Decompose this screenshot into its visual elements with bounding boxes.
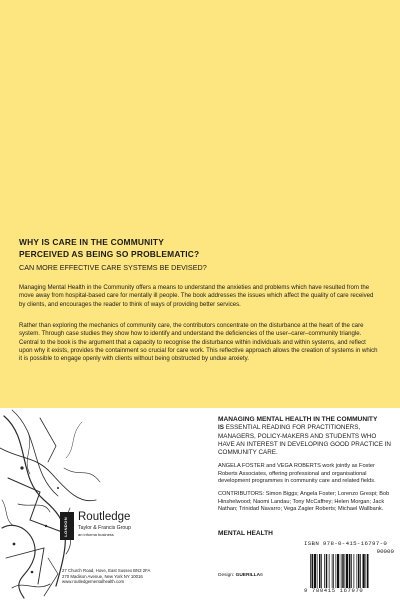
barcode-bar (336, 554, 337, 588)
barcode-bar (329, 554, 330, 588)
barcode-bar (310, 554, 311, 588)
authors-description: work jointly as Foster Roberts Associates, offering professional and organisational development programmes in community care and related fields. (218, 463, 376, 485)
book-title: MANAGING MENTAL HEALTH IN THE COMMUNITY (218, 416, 378, 423)
headline-line-2: PERCEIVED AS BEING SO PROBLEMATIC? (19, 249, 200, 259)
price-code: 90000 (376, 548, 394, 555)
barcode-bar (363, 554, 365, 588)
barcode-bar (367, 554, 369, 588)
barcode-bar (312, 554, 314, 588)
barcode-bar (326, 554, 328, 588)
blurb-paragraph-2: Rather than exploring the mechanics of community care, the contributors concentrate on the disturbance at the heart of the care system. Through case studies they show how to identify and understand the deficiencies of the user–carer–community triangle. Central to the book is the argument that a capacity to recognise the disturbance within individuals and within systems, and reflect upon why it exists, provides the containment so crucial for care work. This reflective approach allows the creation of systems in which it is possible to engage openly with clients without being obstructed by undue anxiety. (19, 322, 378, 363)
design-name: GUERILLA (235, 573, 261, 578)
barcode-bar (345, 554, 346, 588)
back-cover-headline (19, 236, 379, 260)
headline-line-1: WHY IS CARE IN THE COMMUNITY (19, 237, 165, 247)
address-line-3: www.routledgementalhealth.com (62, 579, 125, 585)
barcode-bar (319, 554, 321, 588)
barcode-bar (358, 554, 360, 588)
design-credit (218, 573, 263, 578)
barcode-bar (341, 554, 342, 588)
barcode-bar (324, 554, 325, 588)
publisher-group: Taylor & Francis Group (78, 525, 132, 531)
publisher-address (62, 568, 150, 585)
barcode-bar (337, 554, 339, 588)
ean-digits: 9 780415 167970 (304, 587, 364, 594)
barcode-bar (360, 554, 361, 588)
barcode-bar (346, 554, 348, 588)
contributors-list (218, 491, 392, 513)
barcode-image (310, 554, 394, 588)
barcode-bar (333, 554, 334, 588)
back-cover-subquestion: CAN MORE EFFECTIVE CARE SYSTEMS BE DEVISED? (19, 263, 207, 272)
barcode-block (304, 540, 396, 596)
isbn-number: ISBN 978-0-415-16797-0 (304, 540, 388, 547)
publisher-tag (60, 512, 74, 540)
address-line-1: 27 Church Road, Hove, East Sussex BN3 2FA (62, 568, 151, 573)
barcode-bar (342, 554, 344, 588)
subject-category: MENTAL HEALTH (218, 530, 273, 537)
publisher-name: Routledge (78, 511, 131, 523)
barcode-bar (314, 554, 316, 588)
recommendation-body: ESSENTIAL READING FOR PRACTITIONERS, MANAGERS, POLICY-MAKERS AND STUDENTS WHO HAVE AN INTEREST IN DEVELOPING GOOD PRACTICE IN COMMUNITY CARE. (218, 424, 391, 457)
barcode-bar (349, 554, 351, 588)
contributors-names: Simon Biggs; Angela Foster; Lorenzo Grespi; Bob Hinshelwood; Naomi Landau; Tony McCaffrey; Helen Morgan; Jack Nathan; Trinidad Navarro; Vega Zagier Roberts; Michael Wallbank. (218, 491, 390, 513)
publisher-tag-text: LONDON (63, 517, 68, 537)
design-label: Design: (218, 573, 236, 578)
blurb-paragraph-1: Managing Mental Health in the Community offers a means to understand the anxieties and problems which have resulted from the move away from hospital-based care for mentally ill people. The book addresses the issues which affect the quality of care received by clients, and encourages the reader to think of ways of providing better services. (19, 284, 374, 308)
barcode-bar (317, 554, 318, 588)
barcode-bar (357, 554, 358, 588)
contributors-label: CONTRIBUTORS: (218, 491, 265, 498)
publisher-logo (60, 510, 160, 546)
publisher-group-sub: an informa business (78, 532, 114, 537)
barcode-bar (354, 554, 355, 588)
recommendation-lead: IS (218, 424, 224, 432)
barcode-bar (366, 554, 367, 588)
authors-bio (218, 463, 392, 485)
design-suffix: 6 (260, 573, 263, 578)
info-text-block (218, 416, 392, 514)
barcode-bar (332, 554, 333, 588)
info-panel (0, 408, 400, 600)
address-line-2: 270 Madison Avenue, New York NY 10016 (62, 573, 143, 579)
recommendation-text (218, 424, 392, 457)
barcode-bar (351, 554, 352, 588)
authors-names: ANGELA FOSTER and VEGA ROBERTS (218, 463, 321, 470)
barcode-bar (321, 554, 322, 588)
